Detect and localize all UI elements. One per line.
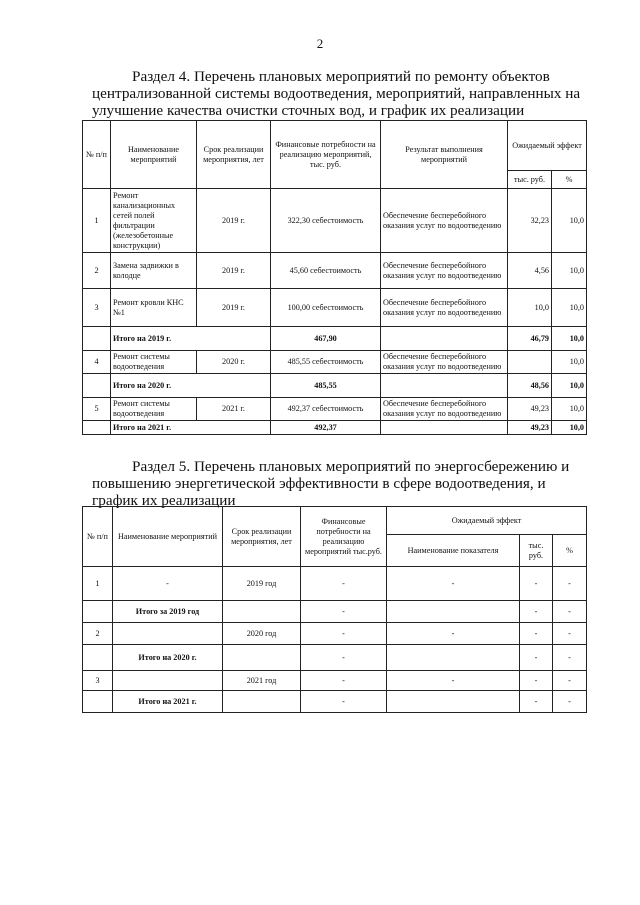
result-cell <box>381 421 508 435</box>
section5-heading-line: график их реализации <box>92 492 236 509</box>
effect-rub-cell: - <box>520 601 553 623</box>
num-cell: 1 <box>83 567 113 601</box>
table-row <box>83 351 587 374</box>
section4-heading-line: Раздел 4. Перечень плановых мероприятий по ремонту объектов <box>132 68 550 85</box>
table-row <box>83 623 587 645</box>
indicator-cell: - <box>387 623 520 645</box>
effect-rub-cell: - <box>520 671 553 691</box>
num-cell: 2 <box>83 623 113 645</box>
term-cell <box>223 601 301 623</box>
table-row <box>83 671 587 691</box>
term-cell <box>223 645 301 671</box>
finance-cell: - <box>301 645 387 671</box>
result-cell: Обеспечение бесперебойного оказания услуг по водоотведению <box>381 289 508 327</box>
term-cell: 2021 год <box>223 671 301 691</box>
finance-cell: 492,37 себестоимость <box>271 398 381 421</box>
header-finance: Финансовые потребности на реализацию мероприятий тыс.руб. <box>301 507 387 567</box>
table-total-row <box>83 327 587 351</box>
term-cell: 2020 год <box>223 623 301 645</box>
name-cell: Замена задвижки в колодце <box>111 253 197 289</box>
effect-pct-cell: - <box>553 645 587 671</box>
effect-rub-cell: - <box>520 645 553 671</box>
section5-heading-line: повышению энергетической эффективности в сфере водоотведения, и <box>92 475 546 492</box>
header-effect: Ожидаемый эффект <box>387 507 587 535</box>
num-cell <box>83 691 113 713</box>
name-cell <box>113 623 223 645</box>
term-cell: 2019 год <box>223 567 301 601</box>
num-cell: 3 <box>83 671 113 691</box>
header-finance: Финансовые потребности на реализацию мероприятий, тыс. руб. <box>271 121 381 189</box>
result-cell <box>381 327 508 351</box>
effect-rub-cell: - <box>520 623 553 645</box>
effect-rub-cell: 49,23 <box>508 421 552 435</box>
table-row <box>83 189 587 253</box>
term-cell: 2020 г. <box>197 351 271 374</box>
indicator-cell: - <box>387 567 520 601</box>
effect-rub-cell <box>508 351 552 374</box>
num-cell: 3 <box>83 289 111 327</box>
table-total-row <box>83 374 587 398</box>
indicator-cell: - <box>387 671 520 691</box>
num-cell <box>83 421 111 435</box>
header-effect: Ожидаемый эффект <box>508 121 587 171</box>
effect-pct-cell: - <box>553 671 587 691</box>
result-cell: Обеспечение бесперебойного оказания услуг по водоотведению <box>381 253 508 289</box>
table-total-row <box>83 421 587 435</box>
effect-pct-cell: - <box>553 623 587 645</box>
name-cell: Итого на 2019 г. <box>111 327 271 351</box>
result-cell <box>381 374 508 398</box>
finance-cell: 467,90 <box>271 327 381 351</box>
num-cell <box>83 601 113 623</box>
header-effect-pct: % <box>552 171 587 189</box>
indicator-cell <box>387 645 520 671</box>
table-row <box>83 253 587 289</box>
header-effect-rub: тыс. руб. <box>508 171 552 189</box>
header-result: Результат выполнения мероприятий <box>381 121 508 189</box>
effect-rub-cell: 46,79 <box>508 327 552 351</box>
term-cell <box>223 691 301 713</box>
name-cell: Итого на 2021 г. <box>113 691 223 713</box>
name-cell: Итого за 2019 год <box>113 601 223 623</box>
header-num: № п/п <box>83 121 111 189</box>
name-cell: Ремонт кровли КНС №1 <box>111 289 197 327</box>
section5-heading-line: Раздел 5. Перечень плановых мероприятий по энергосбережению и <box>132 458 570 475</box>
name-cell <box>113 671 223 691</box>
page-number: 2 <box>316 36 324 51</box>
finance-cell: - <box>301 601 387 623</box>
effect-rub-cell: 32,23 <box>508 189 552 253</box>
header-term: Срок реализации мероприятия, лет <box>223 507 301 567</box>
effect-pct-cell: 10,0 <box>552 327 587 351</box>
finance-cell: - <box>301 671 387 691</box>
effect-pct-cell: 10,0 <box>552 351 587 374</box>
term-cell: 2019 г. <box>197 253 271 289</box>
table-total-row <box>83 645 587 671</box>
section4-heading-line: централизованной системы водоотведения, мероприятий, направленных на <box>92 85 581 102</box>
effect-rub-cell: 49,23 <box>508 398 552 421</box>
name-cell: Ремонт канализационных сетей полей фильтрации (железобетонные конструкции) <box>111 189 197 253</box>
result-cell: Обеспечение бесперебойного оказания услуг по водоотведению <box>381 189 508 253</box>
effect-pct-cell: 10,0 <box>552 421 587 435</box>
finance-cell: - <box>301 623 387 645</box>
section4-heading-line: улучшение качества очистки сточных вод, и график их реализации <box>92 102 525 119</box>
term-cell: 2021 г. <box>197 398 271 421</box>
result-cell: Обеспечение бесперебойного оказания услуг по водоотведению <box>381 398 508 421</box>
name-cell: Ремонт системы водоотведения <box>111 398 197 421</box>
header-num: № п/п <box>83 507 113 567</box>
effect-pct-cell: - <box>553 691 587 713</box>
header-effect-pct: % <box>553 535 587 567</box>
section5-heading <box>92 458 578 509</box>
finance-cell: - <box>301 691 387 713</box>
table-header-row <box>83 507 587 535</box>
effect-pct-cell: 10,0 <box>552 289 587 327</box>
effect-rub-cell: - <box>520 691 553 713</box>
effect-rub-cell: 10,0 <box>508 289 552 327</box>
term-cell: 2019 г. <box>197 189 271 253</box>
effect-pct-cell: 10,0 <box>552 253 587 289</box>
num-cell <box>83 645 113 671</box>
section4-heading <box>92 68 584 119</box>
num-cell: 2 <box>83 253 111 289</box>
finance-cell: 485,55 себестоимость <box>271 351 381 374</box>
header-name: Наименование мероприятий <box>113 507 223 567</box>
table-row <box>83 398 587 421</box>
finance-cell: 485,55 <box>271 374 381 398</box>
table-row <box>83 289 587 327</box>
table-row <box>83 567 587 601</box>
table-total-row <box>83 691 587 713</box>
num-cell: 5 <box>83 398 111 421</box>
section5-table <box>82 506 587 713</box>
num-cell <box>83 374 111 398</box>
result-cell: Обеспечение бесперебойного оказания услуг по водоотведению <box>381 351 508 374</box>
finance-cell: 492,37 <box>271 421 381 435</box>
num-cell <box>83 327 111 351</box>
effect-pct-cell: 10,0 <box>552 189 587 253</box>
effect-pct-cell: - <box>553 567 587 601</box>
effect-rub-cell: 48,56 <box>508 374 552 398</box>
header-name: Наименование мероприятий <box>111 121 197 189</box>
table-total-row <box>83 601 587 623</box>
header-indicator: Наименование показателя <box>387 535 520 567</box>
header-effect-rub: тыс. руб. <box>520 535 553 567</box>
finance-cell: 45,60 себестоимость <box>271 253 381 289</box>
effect-pct-cell: - <box>553 601 587 623</box>
table-header-row <box>83 121 587 171</box>
effect-pct-cell: 10,0 <box>552 398 587 421</box>
effect-rub-cell: - <box>520 567 553 601</box>
finance-cell: 100,00 себестоимость <box>271 289 381 327</box>
num-cell: 4 <box>83 351 111 374</box>
name-cell: Итого на 2021 г. <box>111 421 271 435</box>
indicator-cell <box>387 691 520 713</box>
effect-pct-cell: 10,0 <box>552 374 587 398</box>
finance-cell: 322,30 себестоимость <box>271 189 381 253</box>
name-cell: Ремонт системы водоотведения <box>111 351 197 374</box>
indicator-cell <box>387 601 520 623</box>
effect-rub-cell: 4,56 <box>508 253 552 289</box>
section4-table <box>82 120 587 435</box>
name-cell: Итого на 2020 г. <box>113 645 223 671</box>
name-cell: - <box>113 567 223 601</box>
header-term: Срок реализации мероприятия, лет <box>197 121 271 189</box>
term-cell: 2019 г. <box>197 289 271 327</box>
name-cell: Итого на 2020 г. <box>111 374 271 398</box>
finance-cell: - <box>301 567 387 601</box>
num-cell: 1 <box>83 189 111 253</box>
